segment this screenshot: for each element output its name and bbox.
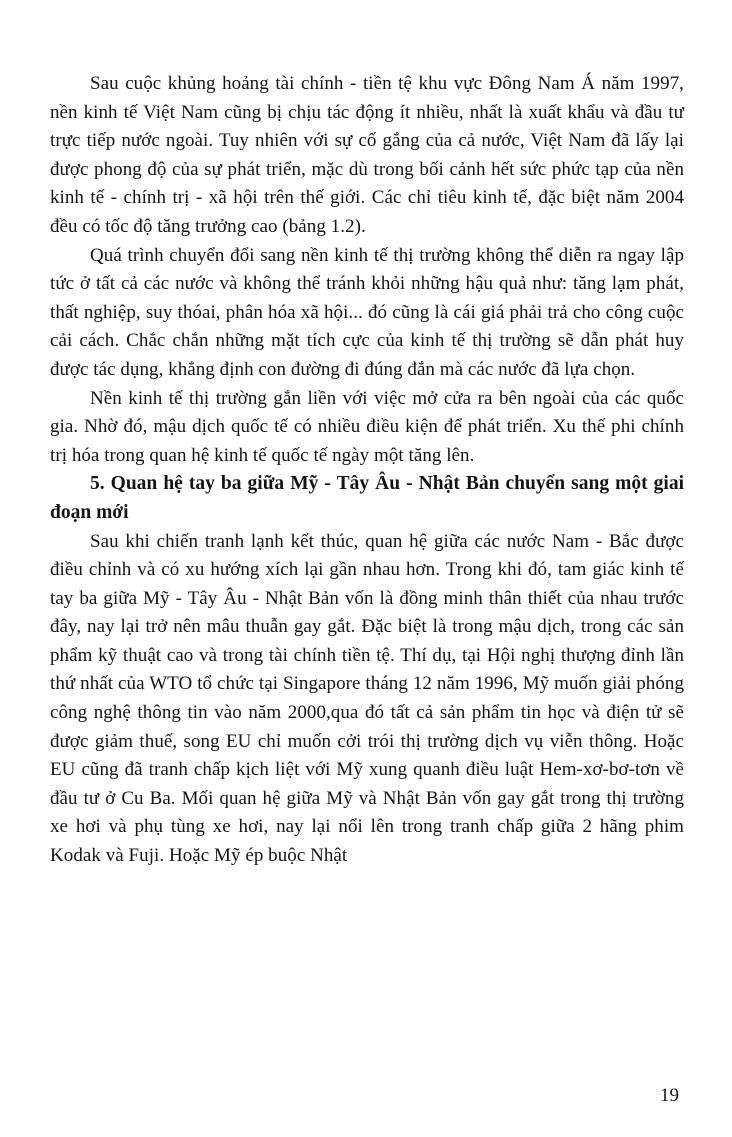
body-text	[50, 70, 684, 871]
paragraph-market-transition: Quá trình chuyển đổi sang nền kinh tế thị trường không thể diễn ra ngay lập tức ở tất cả các nước và không thể tránh khỏi những hậu quả như: tăng lạm phát, thất nghiệp, suy thóai, phân hóa xã hội... đó cũng là cái giá phải trả cho công cuộc cải cách. Chắc chắn những mặt tích cực của kinh tế thị trường sẽ dẫn phát huy được tác dụng, khẳng định con đường đi đúng đắn mà các nước đã lựa chọn.	[50, 244, 684, 380]
paragraph-financial-crisis: Sau cuộc khủng hoảng tài chính - tiền tệ khu vực Đông Nam Á năm 1997, nền kinh tế Việt Nam cũng bị chịu tác động ít nhiều, nhất là xuất khẩu và đầu tư trực tiếp nước ngoài. Tuy nhiên với sự cố gắng của cả nước, Việt Nam đã lấy lại được phong độ của sự phát triển, mặc dù trong bối cảnh hết sức phức tạp của nền kinh tế - chính trị - xã hội trên thế giới. Các chỉ tiêu kinh tế, đặc biệt năm 2004 đều có tốc độ tăng trưởng cao (bảng 1.2).	[50, 73, 684, 237]
paragraph-trilateral-relations: Sau khi chiến tranh lạnh kết thúc, quan hệ giữa các nước Nam - Bắc được điều chỉnh và có xu hướng xích lại gần nhau hơn. Trong khi đó, tam giác kinh tế tay ba giữa Mỹ - Tây Âu - Nhật Bản vốn là đồng minh thân thiết của nhau trước đây, nay lại trở nên mâu thuẫn gay gắt. Đặc biệt là trong mậu dịch, trong các sản phẩm kỹ thuật cao và trong tài chính tiền tệ. Thí dụ, tại Hội nghị thượng đỉnh lần thứ nhất của WTO tổ chức tại Singapore tháng 12 năm 1996, Mỹ muốn giải phóng công nghệ thông tin vào năm 2000,qua đó tất cả sản phẩm tin học và điện tử sẽ được giảm thuế, song EU chỉ muốn cởi trói thị trường dịch vụ viễn thông. Hoặc EU cũng đã tranh chấp kịch liệt với Mỹ xung quanh điều luật Hem-xơ-bơ-tơn về đầu tư ở Cu Ba. Mối quan hệ giữa Mỹ và Nhật Bản vốn gay gắt trong thị trường xe hơi và phụ tùng xe hơi, nay lại nổi lên trong tranh chấp giữa 2 hãng phim Kodak và Fuji. Hoặc Mỹ ép buộc Nhật	[50, 530, 684, 867]
page-number: 19	[660, 1085, 679, 1106]
paragraph-open-economy: Nền kinh tế thị trường gắn liền với việc mở cửa ra bên ngoài của các quốc gia. Nhờ đó, mậu dịch quốc tế có nhiều điều kiện để phát triển. Xu thế phi chính trị hóa trong quan hệ kinh tế quốc tế ngày một tăng lên.	[50, 387, 684, 466]
section-heading: 5. Quan hệ tay ba giữa Mỹ - Tây Âu - Nhật Bản chuyển sang một giai đoạn mới	[50, 473, 684, 523]
